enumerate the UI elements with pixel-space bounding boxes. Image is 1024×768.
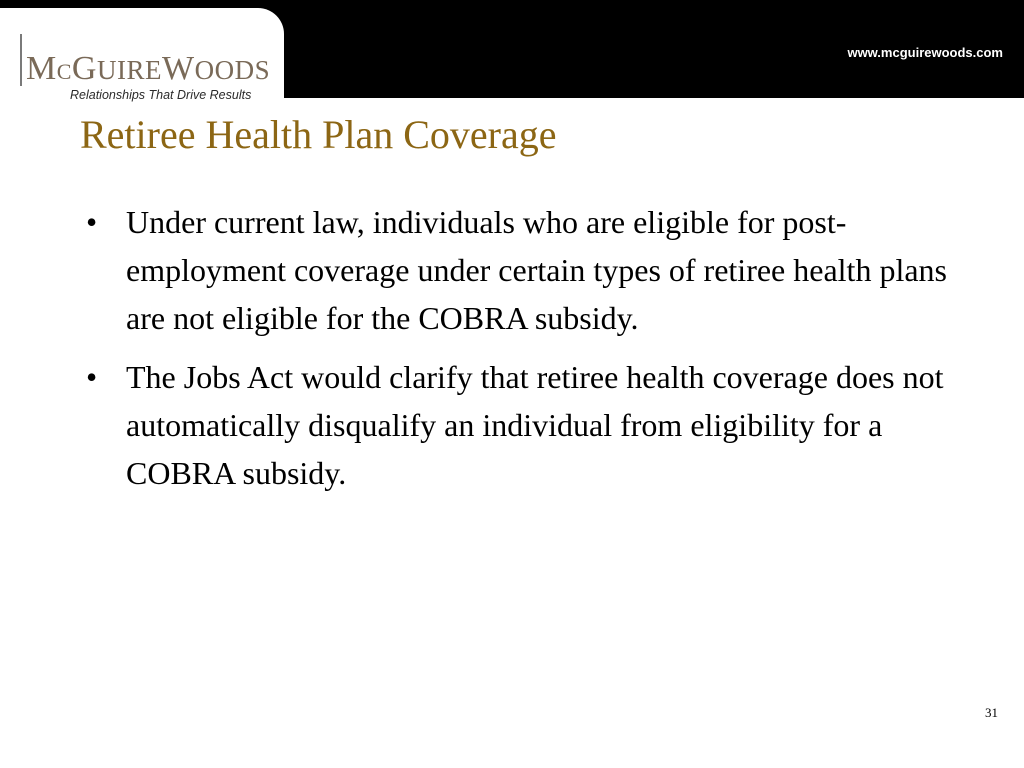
bullet-item	[86, 353, 956, 497]
site-url: www.mcguirewoods.com	[847, 45, 1003, 60]
bullet-list	[86, 198, 956, 508]
logo-tagline: Relationships That Drive Results	[70, 88, 252, 102]
bullet-text: The Jobs Act would clarify that retiree health coverage does not automatically disqualify an individual from eligibility for a COBRA subsidy.	[126, 359, 944, 491]
page-number: 31	[985, 705, 998, 720]
company-logo: MCGUIREWOODS	[26, 50, 271, 87]
logo-rule	[20, 34, 22, 86]
bullet-icon: •	[86, 359, 98, 395]
bullet-item	[86, 198, 956, 342]
slide-title: Retiree Health Plan Coverage	[80, 112, 557, 157]
logo-panel	[0, 8, 284, 108]
bullet-icon: •	[86, 204, 98, 240]
bullet-text: Under current law, individuals who are eligible for post-employment coverage under certain types of retiree health plans are not eligible for the COBRA subsidy.	[126, 204, 947, 336]
